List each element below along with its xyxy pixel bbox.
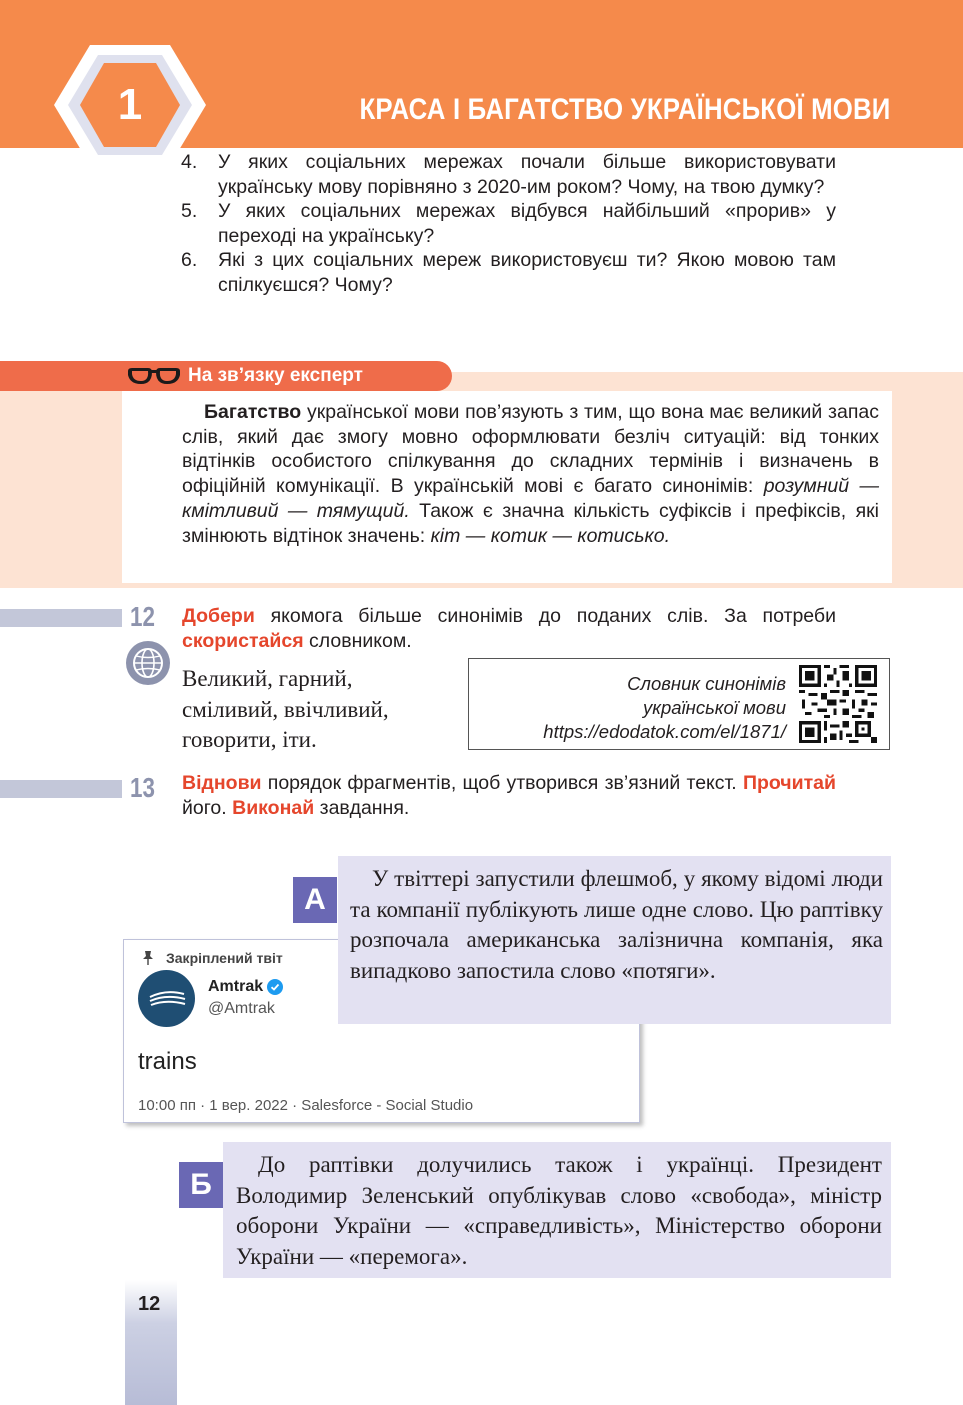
task-text-part: словником. (303, 630, 412, 652)
expert-text-part: української мови пов’язують з тим, що вона має великий запас слів, який дає змогу мовно оформлювати безліч ситуацій: від тонких відтінків особистого спілкування до складних термінів і визначень в офіційній комунікації. В українській мові є багато синонімів: (182, 401, 879, 498)
list-item (181, 199, 836, 248)
dictionary-title: Словник синонімів (627, 673, 786, 694)
expert-text (182, 400, 879, 548)
amtrak-logo-icon (138, 970, 195, 1027)
task-number: 12 (130, 601, 155, 632)
question-text: Які з цих соціальних мереж використовуєш ти? Якою мовою там спілкуєшся? Чому? (218, 249, 836, 296)
expert-title: На зв’язку експерт (188, 365, 363, 386)
task-13-instruction (182, 771, 836, 821)
question-number: 6. (181, 249, 198, 271)
question-list (181, 150, 836, 297)
word-line: Великий, гарний, (182, 666, 353, 691)
task-number: 13 (130, 772, 155, 803)
tweet-body: trains (138, 1048, 197, 1075)
dictionary-subtitle: української мови (642, 697, 786, 718)
question-number: 4. (181, 151, 198, 173)
question-text: У яких соціальних мережах відбувся найбільший «прорив» у переході на українську? (218, 200, 836, 247)
word-line: говорити, іти. (182, 727, 317, 752)
task-text-part: завдання. (314, 797, 410, 819)
globe-icon (125, 640, 171, 686)
list-item (181, 248, 836, 297)
dictionary-text (456, 672, 786, 744)
tweet-meta: 10:00 пп · 1 вер. 2022 · Salesforce - Social Studio (138, 1097, 474, 1114)
fragment-a-label: А (293, 877, 337, 923)
word-list (182, 664, 472, 756)
task-verb: Віднови (182, 772, 262, 794)
page-title: КРАСА І БАГАТСТВО УКРАЇНСЬКОЇ МОВИ (359, 93, 891, 126)
word-line: сміливий, ввічливий, (182, 696, 389, 722)
unit-badge (52, 43, 208, 167)
question-number: 5. (181, 200, 198, 222)
pinned-text: Закріплений твіт (166, 950, 283, 966)
expert-example: розумний — кмітливий — тямущий. (182, 475, 879, 522)
author-name-text: Amtrak (208, 978, 264, 995)
task-verb: Прочитай (742, 772, 836, 794)
fragment-b-label: Б (179, 1162, 223, 1208)
qr-code-icon[interactable] (799, 664, 877, 744)
expert-text-part: Також є значна кількість суфіксів і префіксів, які змінюють відтінок значень: (182, 499, 879, 547)
task-text-part: його. (182, 797, 233, 819)
task-12-instruction (182, 604, 836, 654)
tweet-handle[interactable]: @Amtrak (208, 1000, 275, 1017)
verified-badge-icon (267, 979, 283, 995)
expert-example: кіт — котик — котисько. (430, 524, 670, 547)
pin-icon (142, 951, 154, 965)
task-text-part: якомога більше синонімів до поданих слів. За потреби (254, 605, 836, 627)
tweet-pinned-label (142, 950, 283, 966)
tweet-author-name[interactable] (208, 978, 283, 996)
glasses-icon (126, 363, 182, 389)
task-verb: Виконай (232, 797, 315, 819)
task-text-part: порядок фрагментів, щоб утворився зв’язний текст. (261, 772, 743, 794)
dictionary-link-box[interactable] (468, 658, 890, 750)
fragment-a-text: У твіттері запустили флешмоб, у якому відомі люди та компанії публікують лише одне слово. Цю раптівку розпочала американська залізнична компанія, яка випадково запостила слово «потяги». (350, 866, 883, 983)
fragment-b-text: До раптівки долучились також і українці. Президент Володимир Зеленський опублікував слово «свобода», міністр оборони України — «справедливість», Міністерство оборони України — «перемога». (236, 1152, 882, 1269)
unit-number: 1 (117, 80, 143, 129)
avatar[interactable] (138, 970, 195, 1027)
list-item (181, 150, 836, 199)
task-strip (0, 780, 122, 798)
task-verb: Добери (182, 605, 255, 627)
task-verb: скористайся (182, 630, 304, 652)
page-number: 12 (138, 1293, 161, 1315)
expert-bold-word: Багатство (204, 401, 302, 423)
dictionary-url[interactable]: https://edodatok.com/el/1871/ (543, 721, 786, 742)
task-strip (0, 609, 122, 627)
question-text: У яких соціальних мережах почали більше використовувати українську мову порівняно з 2020-им роком? Чому, на твою думку? (218, 151, 836, 198)
